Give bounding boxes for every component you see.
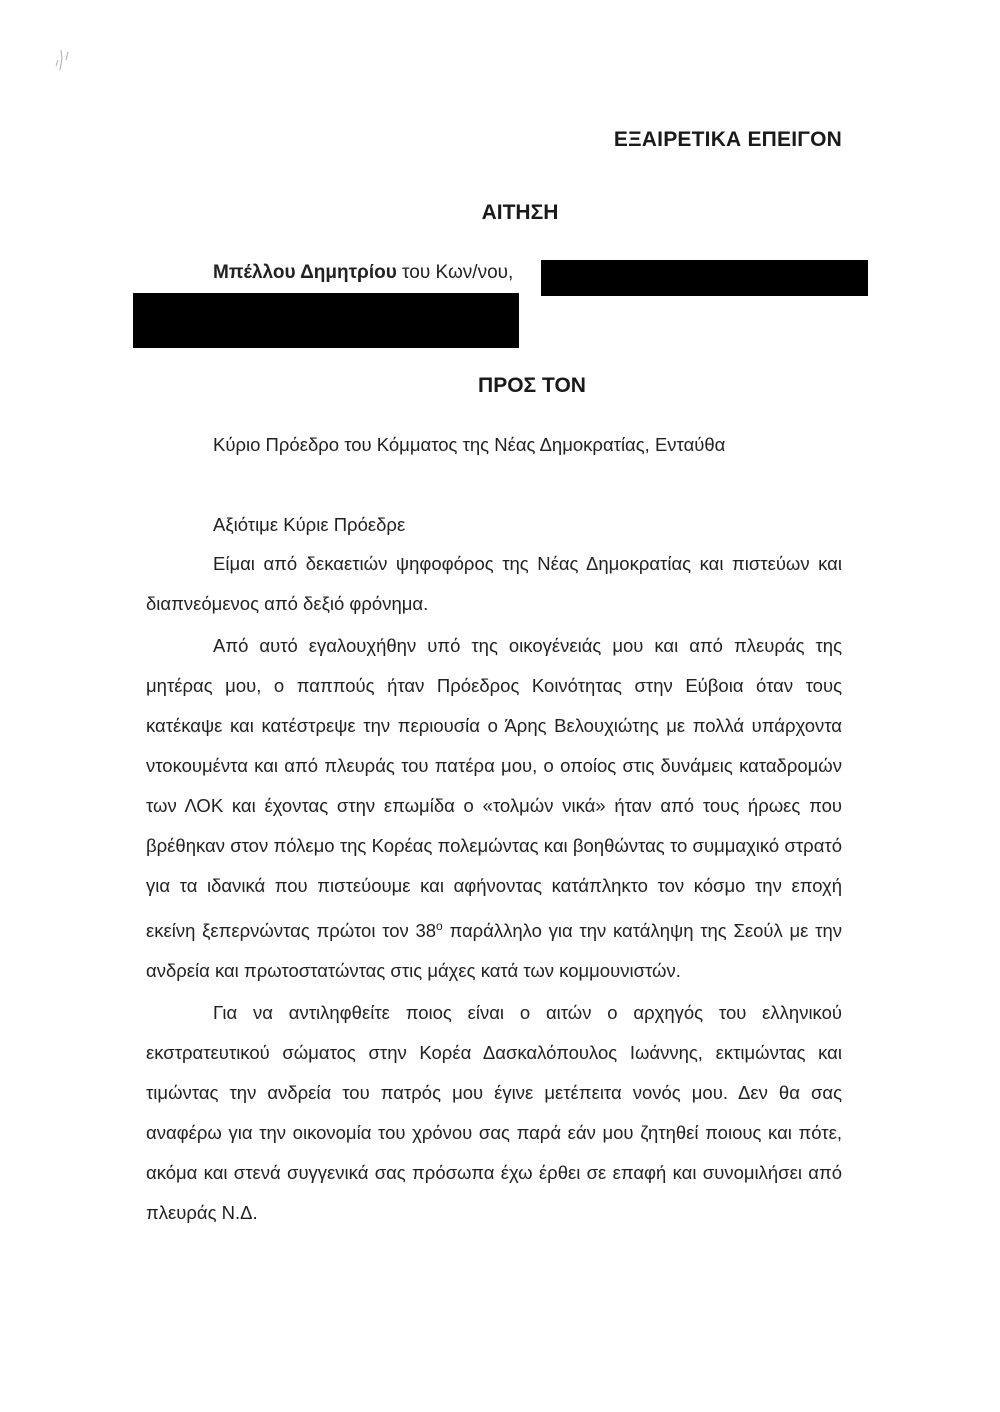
document-title: ΑΙΤΗΣΗ [481,201,559,224]
redaction-box [541,260,868,296]
sender-name: Μπέλλου Δημητρίου [213,262,397,283]
paragraph [146,626,842,991]
redaction-box [133,293,519,348]
paragraph: Είμαι από δεκαετιών ψηφοφόρος της Νέας Δημοκρατίας και πιστεύων και διαπνεόμενος από δεξιό φρόνημα. [146,553,842,614]
salutation: Αξιότιμε Κύριε Πρόεδρε [213,514,406,535]
recipient-line: Κύριο Πρόεδρο του Κόμματος της Νέας Δημοκρατίας, Ενταύθα [213,434,726,455]
paragraph: Για να αντιληφθείτε ποιος είναι ο αιτών ο αρχηγός του ελληνικού εκστρατευτικού σώματος στην Κορέα Δασκαλόπουλος Ιωάννης, εκτιμώντας και τιμώντας την ανδρεία του πατρός μου έγινε μετέπειτα νονός μου. Δεν θα σας αναφέρω για την οικονομία του χρόνου σας παρά εάν μου ζητηθεί ποιους και πότε, ακόμα και στενά συγγενικά σας πρόσωπα έχω έρθει σε επαφή και συνομιλήσει από πλευράς Ν.Δ. [146,1002,842,1224]
degree-superscript: ο [436,919,443,933]
recipient-heading: ΠΡΟΣ ΤΟΝ [478,374,586,397]
sender-suffix: του Κων/νου, [402,262,514,283]
margin-scribble [48,40,78,83]
sender-line [213,262,513,284]
urgent-label: ΕΞΑΙΡΕΤΙΚΑ ΕΠΕΙΓΟΝ [613,128,842,151]
paragraph-text: παράλληλο για την κατάληψη της Σεούλ με την ανδρεία και πρωτοστατώντας στις μάχες κατά των κομμουνιστών. [146,920,842,982]
paragraph-text: Από αυτό εγαλουχήθην υπό της οικογένειάς μου και από πλευράς της μητέρας μου, ο παππούς ήταν Πρόεδρος Κοινότητας στην Εύβοια όταν τους κατέκαψε και κατέστρεψε την περιουσία ο Άρης Βελουχιώτης με πολλά υπάρχοντα ντοκουμέντα και από πλευράς του πατέρα μου, ο οποίος στις δυνάμεις καταδρομών των ΛΟΚ και έχοντας στην επωμίδα ο «τολμών νικά» ήταν από τους ήρωες που βρέθηκαν στον πόλεμο της Κορέας πολεμώντας και βοηθώντας το συμμαχικό στρατό για τα ιδανικά που πιστεύουμε και αφήνοντας κατάπληκτο τον κόσμο την εποχή εκείνη ξεπερνώντας πρώτοι τον 38 [146,635,842,942]
letter-body [146,544,842,1233]
